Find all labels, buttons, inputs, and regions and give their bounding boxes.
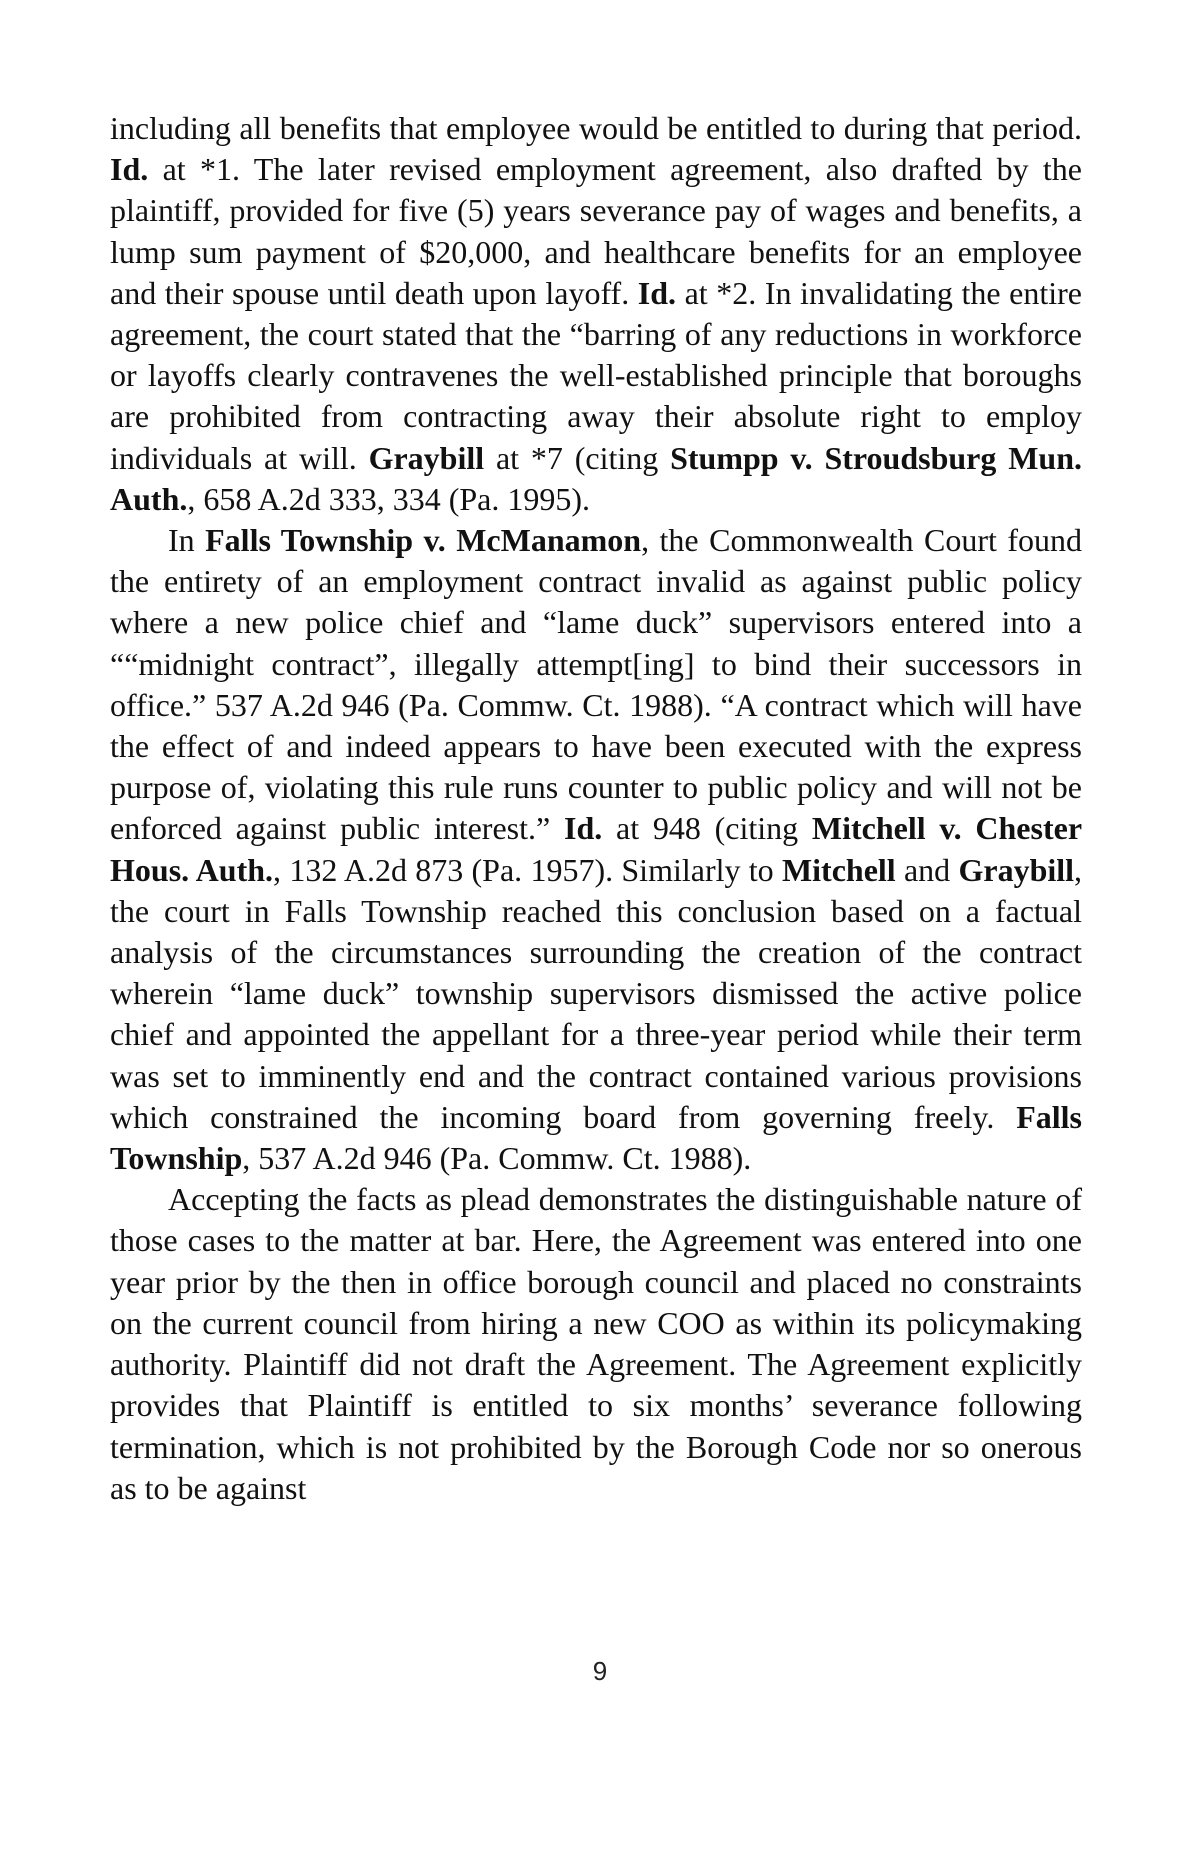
case-name: Falls Township v. McManamon xyxy=(205,522,642,559)
case-name: Graybill xyxy=(368,439,485,476)
text-run: at *7 (citing xyxy=(484,439,671,476)
text-run: and xyxy=(895,851,959,888)
case-name: Stumpp v. Stroudsburg Mun. Auth. xyxy=(110,439,1083,517)
page-number: 9 xyxy=(592,1656,608,1686)
case-name: Falls Township xyxy=(110,1098,1082,1177)
paragraph-2 xyxy=(110,520,1082,1179)
text-run: , 537 A.2d 946 (Pa. Commw. Ct. 1988). xyxy=(242,1140,752,1177)
text-run: at *1. The later revised employment agreement, also drafted by the plaintiff, provided for five (5) years severance pay of wages and benefits, a lump sum payment of $20,000, and healthcare benefits for an employee and their spouse until death upon layoff. xyxy=(110,151,1082,311)
text-run: at 948 (citing xyxy=(602,810,812,847)
case-name: Graybill xyxy=(958,851,1075,888)
citation-id: Id. xyxy=(637,274,677,311)
citation-id: Id. xyxy=(110,151,149,188)
citation-id: Id. xyxy=(563,810,603,847)
text-run: including all benefits that employee would be entitled to during that period. xyxy=(110,110,1082,146)
paragraph-3 xyxy=(110,1179,1082,1509)
case-name: Mitchell v. Chester Hous. Auth. xyxy=(110,810,1083,888)
text-run: , 132 A.2d 873 (Pa. 1957). Similarly to xyxy=(273,851,782,888)
text-run: Accepting the facts as plead demonstrates the distinguishable nature of those cases to the matter at bar. Here, the Agreement was entered into one year prior by the then in office borough council and placed no constraints on the current council from hiring a new COO as within its policymaking authority. Plaintiff did not draft the Agreement. The Agreement explicitly provides that Plaintiff is entitled to six months’ severance following termination, which is not prohibited by the Borough Code nor so onerous as to be against xyxy=(110,1181,1082,1506)
text-run: at *2. In invalidating the entire agreement, the court stated that the “barring of any reductions in workforce or layoffs clearly contravenes the well-established principle that boroughs are prohibited from contracting away their absolute right to employ individuals at will. xyxy=(110,274,1083,476)
text-run: , the Commonwealth Court found the entirety of an employment contract invalid as against public policy where a new police chief and “lame duck” supervisors entered into a ““midnight contract”, illegally attempt[ing] to bind their successors in office.” 537 A.2d 946 (Pa. Commw. Ct. 1988). “A contract which will have the effect of and indeed appears to have been executed with the express purpose of, violating this rule runs counter to public policy and will not be enforced against public interest.” xyxy=(110,522,1083,847)
paragraph-1 xyxy=(110,108,1082,520)
document-body xyxy=(110,108,1082,1509)
text-run: In xyxy=(168,522,206,559)
text-run: , the court in Falls Township reached this conclusion based on a factual analysis of the circumstances surrounding the creation of the contract wherein “lame duck” township supervisors dismissed the active police chief and appointed the appellant for a three-year period while their term was set to imminently end and the contract contained various provisions which constrained the incoming board from governing freely. xyxy=(110,851,1083,1135)
case-name: Mitchell xyxy=(781,851,896,888)
text-run: , 658 A.2d 333, 334 (Pa. 1995). xyxy=(187,480,591,517)
